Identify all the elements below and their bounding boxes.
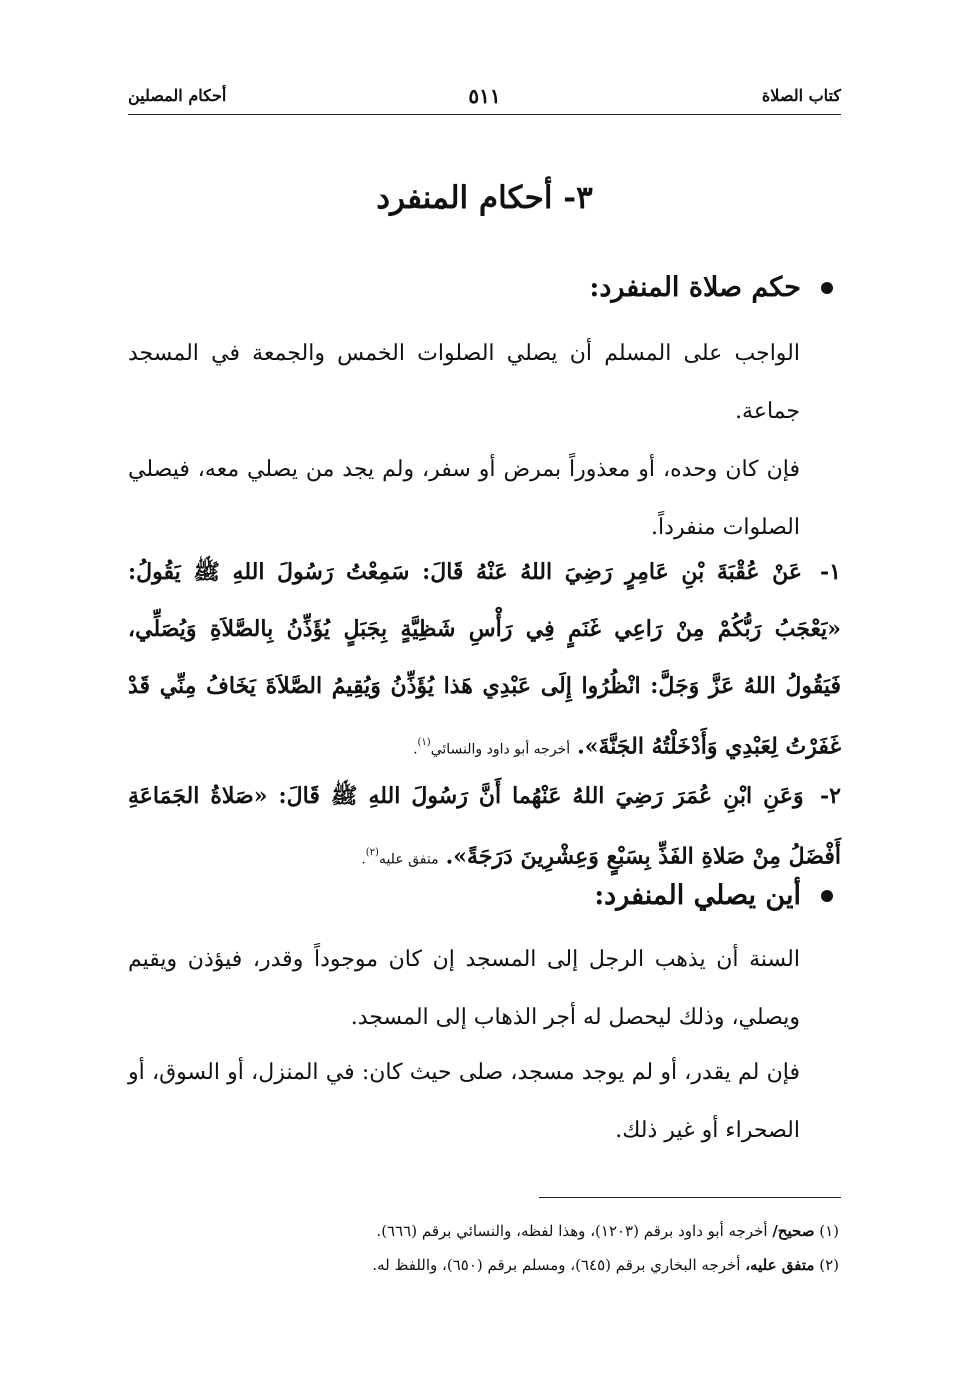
footnote-grade: صحيح/ [772, 1222, 815, 1240]
footnote-number: (٢) [819, 1256, 839, 1274]
footnote-reference: (١) [417, 737, 431, 748]
footnote-grade: متفق عليه، [745, 1256, 815, 1274]
hadith-2: ٢- وَعَنِ ابْنِ عُمَرَ رَضِيَ اللهُ عَنْهُما أَنَّ رَسُولَ اللهِ ﷺ قَالَ: «صَلاةُ الجَمَاعَةِ أَفْضَلُ مِنْ صَلاةِ الفَذِّ بِسَبْعٍ وَعِشْرِينَ دَرَجَةً». متفق عليه$^{(٢)}$. [128, 783, 841, 870]
footnote [126, 1254, 839, 1276]
book-title: كتاب الصلاة [761, 86, 841, 105]
bullet-icon [821, 282, 833, 294]
hadith-source: متفق عليه [378, 851, 439, 868]
footnote-number: (١) [819, 1222, 839, 1240]
footnote-text: أخرجه أبو داود برقم (١٢٠٣)، وهذا لفظه، والنسائي برقم (٦٦٦). [376, 1222, 768, 1240]
paragraph: السنة أن يذهب الرجل إلى المسجد إن كان موجوداً وقدر، فيؤذن ويقيم ويصلي، وذلك ليحصل له أجر الذهاب إلى المسجد. [128, 947, 800, 1030]
section-title: أحكام المصلين [128, 86, 227, 105]
hadith-source: أخرجه أبو داود والنسائي [430, 741, 571, 758]
page-number: ٥١١ [468, 84, 501, 108]
footnote-divider [539, 1197, 841, 1198]
footnote-reference: (٢) [365, 847, 379, 858]
hadith-text: وَعَنِ ابْنِ عُمَرَ رَضِيَ اللهُ عَنْهُما أَنَّ رَسُولَ اللهِ ﷺ قَالَ: «صَلاةُ الجَمَاعَةِ أَفْضَلُ مِنْ صَلاةِ الفَذِّ بِسَبْعٍ وَعِشْرِينَ دَرَجَةً». [128, 783, 841, 870]
bullet-icon [821, 890, 833, 902]
footnote-text: أخرجه البخاري برقم (٦٤٥)، ومسلم برقم (٦٥٠)، واللفظ له. [372, 1256, 741, 1274]
section-heading [589, 272, 839, 303]
paragraph: الواجب على المسلم أن يصلي الصلوات الخمس والجمعة في المسجد جماعة. [128, 341, 800, 424]
footnote [126, 1220, 839, 1242]
hadith-text: عَنْ عُقْبَةَ بْنِ عَامِرٍ رَضِيَ اللهُ عَنْهُ قَالَ: سَمِعْتُ رَسُولَ اللهِ ﷺ يَقُولُ: «يَعْجَبُ رَبُّكُمْ مِنْ رَاعِي غَنَمٍ فِي رَأْسِ شَظِيَّةٍ بِجَبَلٍ يُؤَذِّنُ بِالصَّلاَةِ وَيُصَلِّي، فَيَقُولُ اللهُ عَزَّ وَجَلَّ: انْظُرُوا إِلَى عَبْدِي هَذا يُؤَذِّنُ وَيُقِيمُ الصَّلاَةَ يَخَافُ مِنِّي قَدْ غَفَرْتُ لِعَبْدِي وَأَدْخَلْتُهُ الجَنَّةَ». [128, 559, 841, 760]
section-heading [594, 880, 839, 911]
hadith-number: ١- [820, 559, 841, 585]
hadith-number: ٢- [820, 783, 841, 809]
hadith-1: ١- عَنْ عُقْبَةَ بْنِ عَامِرٍ رَضِيَ اللهُ عَنْهُ قَالَ: سَمِعْتُ رَسُولَ اللهِ ﷺ يَقُولُ: «يَعْجَبُ رَبُّكُمْ مِنْ رَاعِي غَنَمٍ فِي رَأْسِ شَظِيَّةٍ بِجَبَلٍ يُؤَذِّنُ بِالصَّلاَةِ وَيُصَلِّي، فَيَقُولُ اللهُ عَزَّ وَجَلَّ: انْظُرُوا إِلَى عَبْدِي هَذا يُؤَذِّنُ وَيُقِيمُ الصَّلاَةَ يَخَافُ مِنِّي قَدْ غَفَرْتُ لِعَبْدِي وَأَدْخَلْتُهُ الجَنَّةَ». أخرجه أبو داود والنسائي$^{(١)}$. [128, 559, 841, 760]
running-header [128, 84, 841, 115]
chapter-title: ٣- أحكام المنفرد [376, 180, 593, 216]
paragraph: فإن لم يقدر، أو لم يوجد مسجد، صلى حيث كان: في المنزل، أو السوق، أو الصحراء أو غير ذلك. [128, 1060, 800, 1143]
section-heading-text: حكم صلاة المنفرد: [589, 272, 801, 303]
paragraph: فإن كان وحده، أو معذوراً بمرض أو سفر، ولم يجد من يصلي معه، فيصلي الصلوات منفرداً. [128, 457, 800, 540]
section-heading-text: أين يصلي المنفرد: [594, 880, 801, 911]
